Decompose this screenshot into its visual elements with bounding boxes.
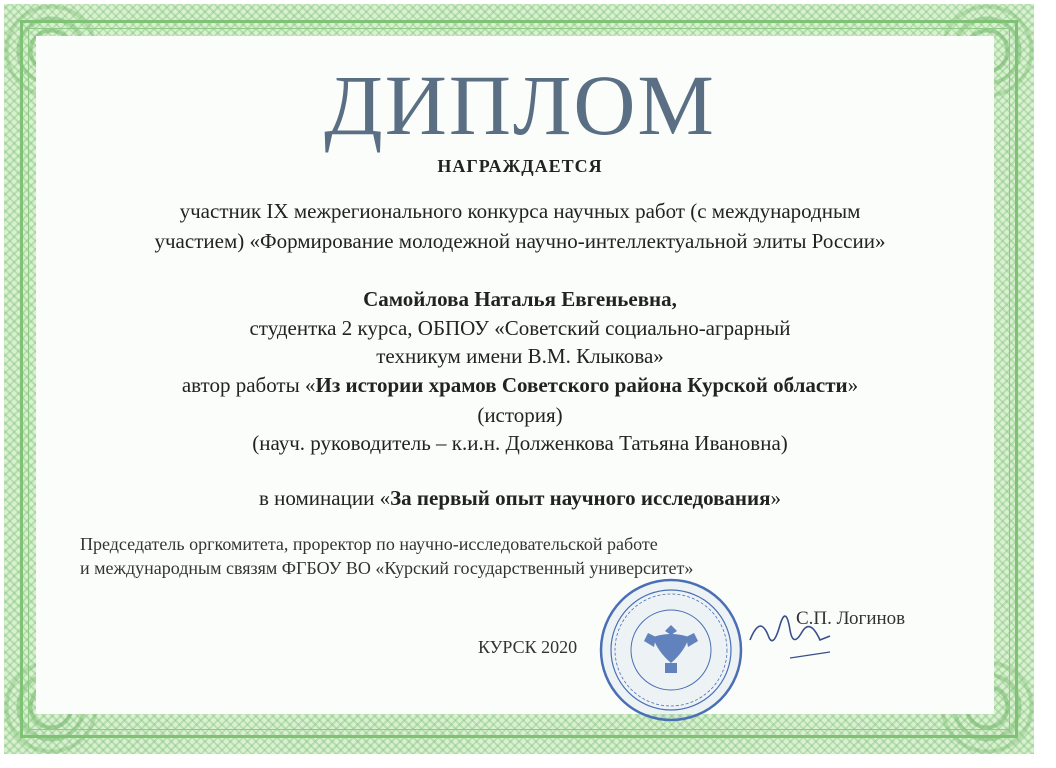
signer-name: С.П. Логинов [796,608,906,629]
awarded-heading: НАГРАЖДАЕТСЯ [437,156,603,176]
work-subject: (история) [477,403,563,427]
official-seal-stamp [598,577,744,723]
contest-line-2: участием) «Формирование молодежной научно-интеллектуальной элиты России» [154,229,886,253]
work-suffix: » [847,373,859,397]
recipient-institution: техникум имени В.М. Клыкова» [376,344,664,368]
contest-line-1: участник IX межрегионального конкурса научных работ (с международным [179,199,861,223]
recipient-status: студентка 2 курса, ОБПОУ «Советский социально-аграрный [249,316,791,340]
recipient-name: Самойлова Наталья Евгеньевна, [363,287,677,311]
chair-line-2: и международным связям ФГБОУ ВО «Курский государственный университет» [80,558,694,578]
nomination-line [0,485,1040,512]
nomination-suffix: » [770,486,781,510]
city-year: КУРСК 2020 [478,637,578,657]
chair-line-1: Председатель оргкомитета, проректор по научно-исследовательской работе [80,534,658,554]
nomination-title: За первый опыт научного исследования [390,486,771,510]
work-line [0,372,1040,399]
work-title: Из истории храмов Советского района Курской области [315,373,848,397]
work-prefix: автор работы « [181,373,316,397]
nomination-prefix: в номинации « [259,486,391,510]
supervisor-line: (науч. руководитель – к.и.н. Долженкова Татьяна Ивановна) [252,431,788,455]
certificate-title: ДИПЛОМ [324,57,716,153]
